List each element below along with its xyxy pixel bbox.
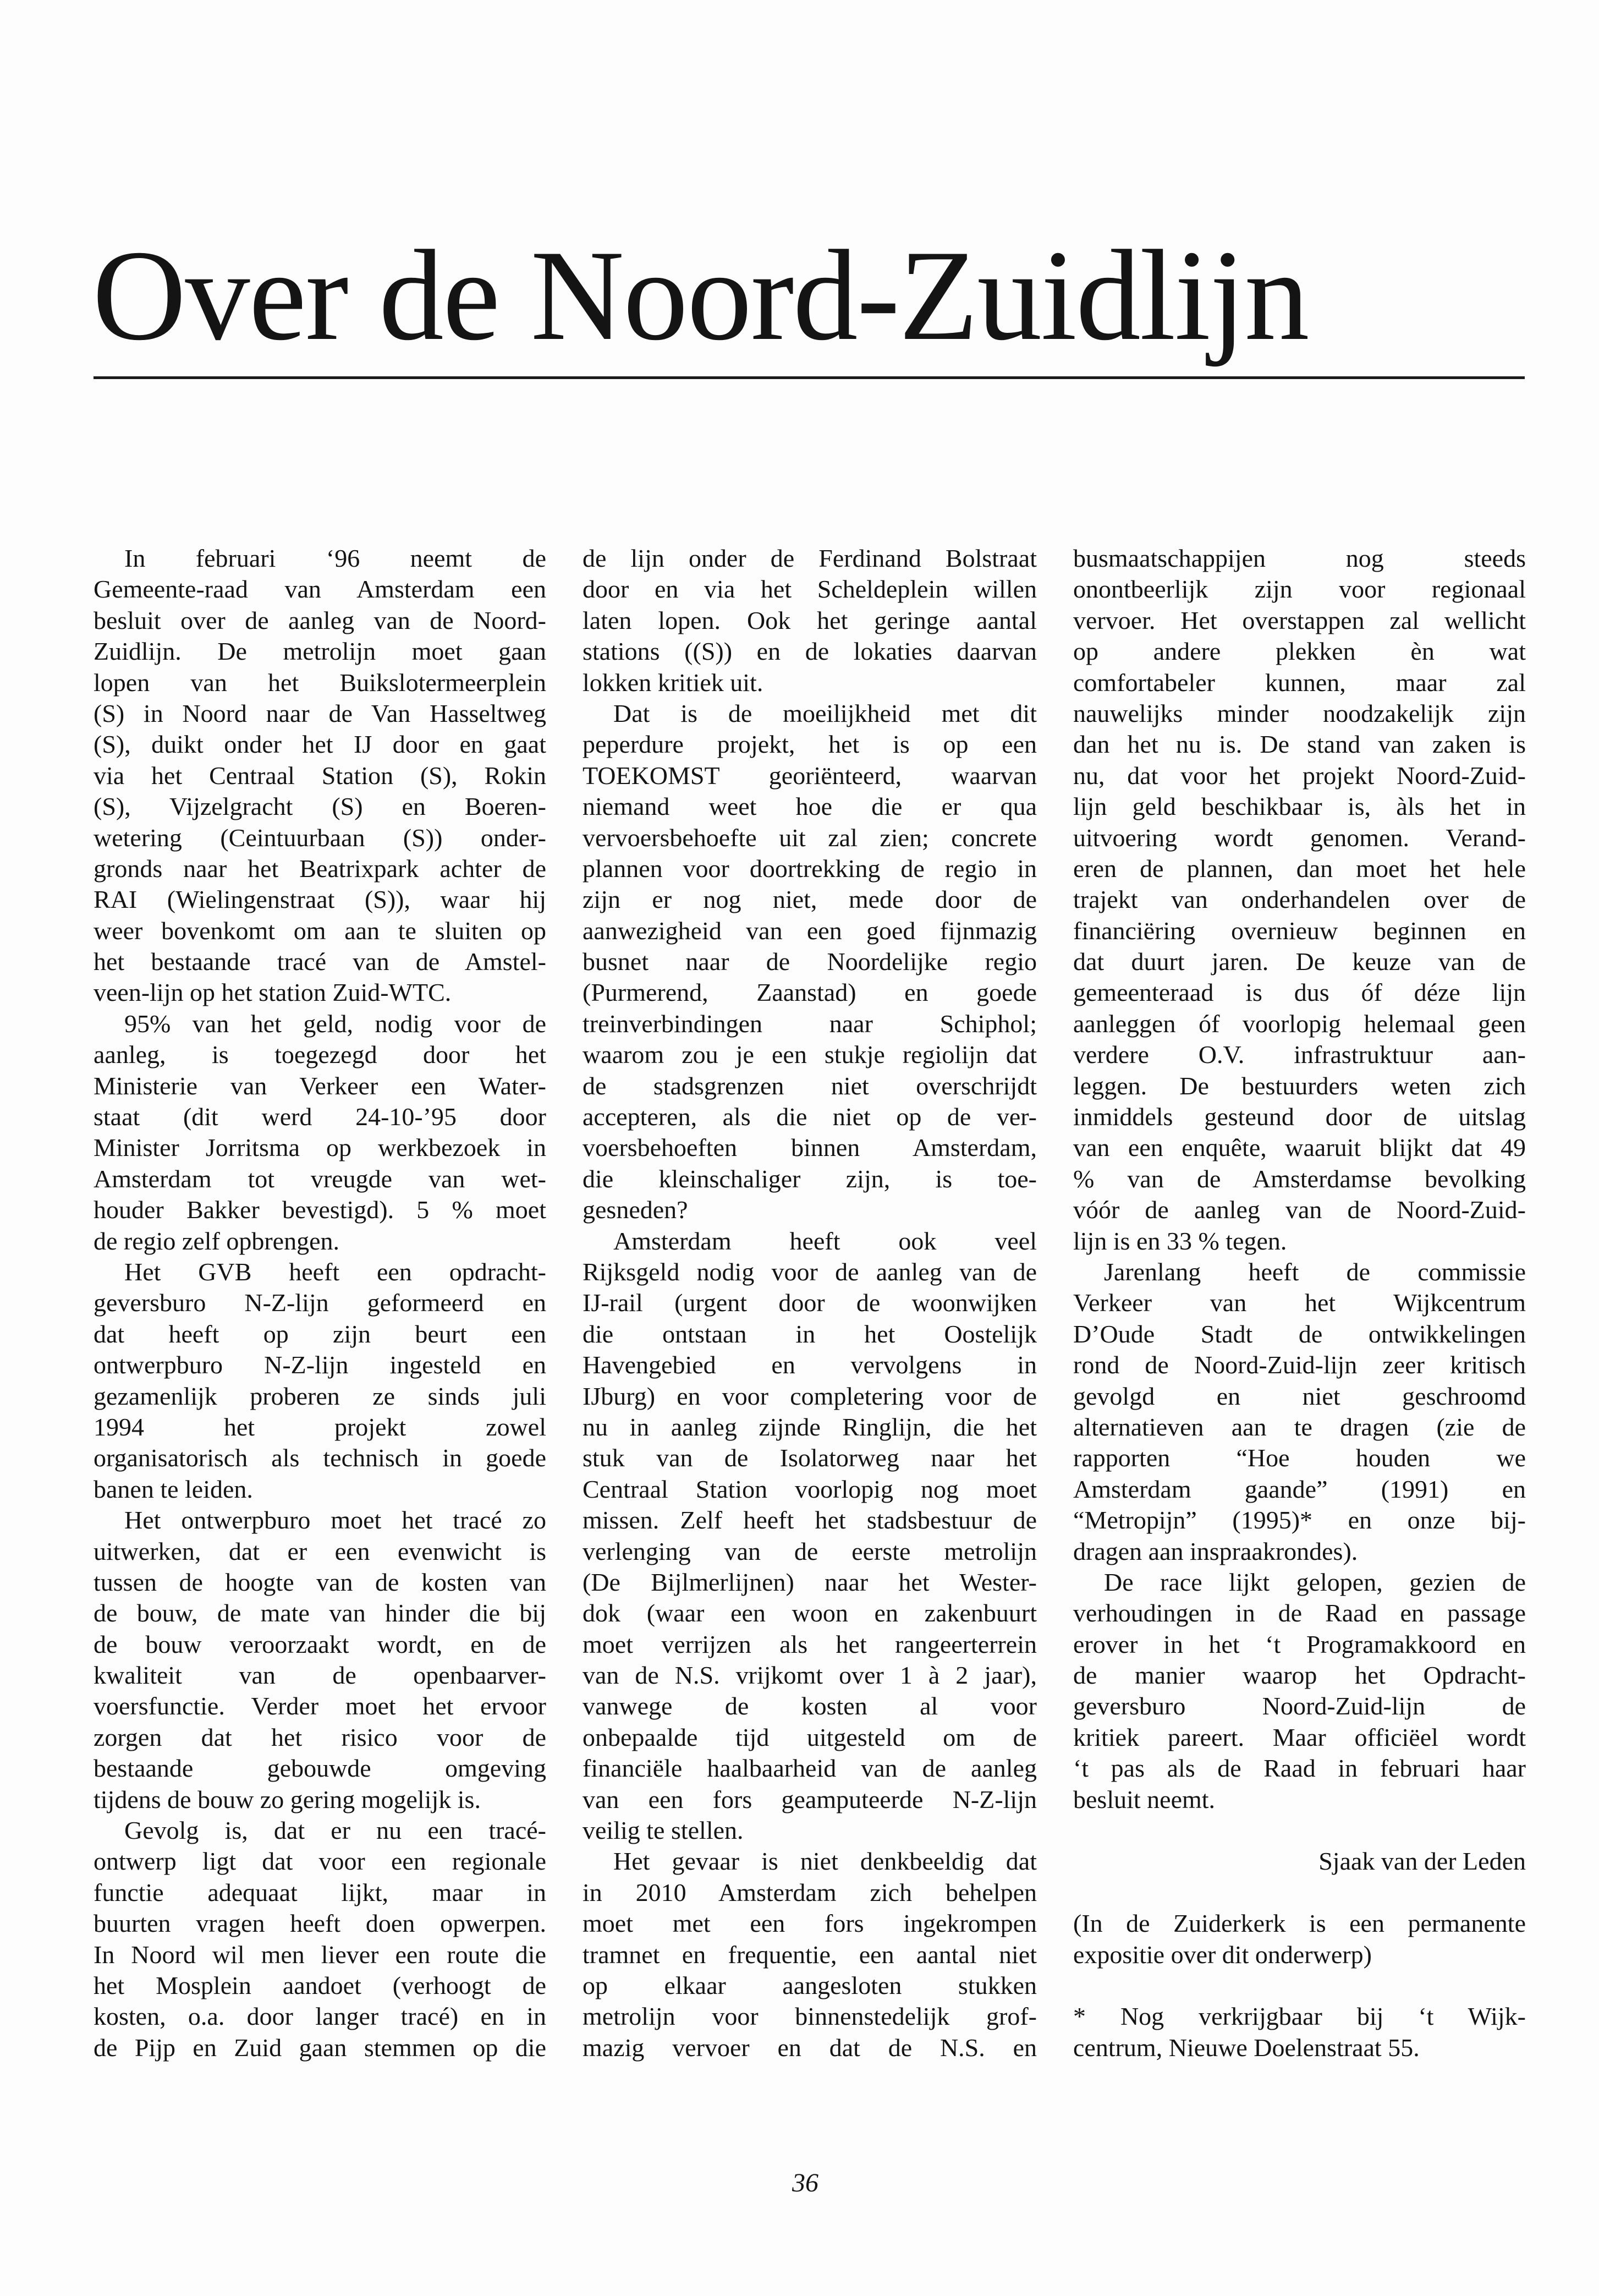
text-line: voersfunctie. Verder moet het ervoor bbox=[94, 1692, 546, 1720]
paragraph bbox=[94, 1815, 546, 2063]
author-signature bbox=[1073, 1846, 1526, 1877]
paragraph-gap bbox=[1073, 1877, 1526, 1908]
text-line: Amsterdam gaande” (1991) en bbox=[1073, 1475, 1526, 1503]
text-line: waarom zou je een stukje regiolijn dat bbox=[583, 1040, 1037, 1069]
text-line: 1994 het projekt zowel bbox=[94, 1412, 546, 1441]
text-line: dragen aan inspraakrondes). bbox=[1073, 1537, 1358, 1565]
text-line: alternatieven aan te dragen (zie de bbox=[1073, 1412, 1526, 1441]
text-line: de manier waarop het Opdracht- bbox=[1073, 1661, 1526, 1690]
text-line: weer bovenkomt om aan te sluiten op bbox=[94, 916, 546, 945]
text-line: aanleg, is toegezegd door het bbox=[94, 1040, 546, 1069]
text-line: houder Bakker bevestigd). 5 % moet bbox=[94, 1196, 546, 1224]
text-line: tijdens de bouw zo gering mogelijk is. bbox=[94, 1785, 481, 1813]
paragraph bbox=[1073, 1257, 1526, 1567]
text-line: De race lijkt gelopen, gezien de bbox=[1104, 1568, 1526, 1596]
text-line: In februari ‘96 neemt de bbox=[124, 544, 546, 572]
text-line: de Pijp en Zuid gaan stemmen op die bbox=[94, 2033, 546, 2062]
text-line: dan het nu is. De stand van zaken is bbox=[1073, 730, 1526, 759]
page-number: 36 bbox=[792, 2168, 818, 2198]
text-line: Het gevaar is niet denkbeeldig dat bbox=[613, 1847, 1037, 1876]
text-line: stations ((S)) en de lokaties daarvan bbox=[583, 637, 1037, 666]
text-line: vanwege de kosten al voor bbox=[583, 1692, 1037, 1720]
text-line: nauwelijks minder noodzakelijk zijn bbox=[1073, 699, 1526, 727]
text-line: Dat is de moeilijkheid met dit bbox=[613, 699, 1037, 727]
text-line: erover in het ‘t Programakkoord en bbox=[1073, 1630, 1526, 1658]
text-line: Ministerie van Verkeer een Water- bbox=[94, 1071, 546, 1100]
text-line: van de N.S. vrijkomt over 1 à 2 jaar), bbox=[583, 1661, 1037, 1690]
text-line: * Nog verkrijgbaar bij ‘t Wijk- bbox=[1073, 2002, 1526, 2031]
text-column-2 bbox=[583, 543, 1037, 2063]
text-line: kosten, o.a. door langer tracé) en in bbox=[94, 2002, 546, 2031]
text-line: trajekt van onderhandelen over de bbox=[1073, 885, 1526, 914]
text-line: peperdure projekt, het is op een bbox=[583, 730, 1037, 759]
text-line: rond de Noord-Zuid-lijn zeer kritisch bbox=[1073, 1351, 1526, 1379]
paragraph bbox=[1073, 1567, 1526, 1815]
text-line: besluit neemt. bbox=[1073, 1785, 1216, 1813]
text-line: buurten vragen heeft doen opwerpen. bbox=[94, 1909, 546, 1938]
text-line: aanleggen óf voorlopig helemaal geen bbox=[1073, 1009, 1526, 1038]
text-line: van een enquête, waaruit blijkt dat 49 bbox=[1073, 1133, 1526, 1162]
text-line: de regio zelf opbrengen. bbox=[94, 1226, 340, 1255]
text-line: tramnet en frequentie, een aantal niet bbox=[583, 1940, 1037, 1969]
text-line: niemand weet hoe die er qua bbox=[583, 792, 1037, 821]
text-line: onontbeerlijk zijn voor regionaal bbox=[1073, 575, 1526, 604]
text-line: van een fors geamputeerde N-Z-lijn bbox=[583, 1785, 1037, 1813]
paragraph bbox=[94, 543, 546, 1009]
text-line: rapporten “Hoe houden we bbox=[1073, 1444, 1526, 1472]
text-line: gezamenlijk proberen ze sinds juli bbox=[94, 1382, 546, 1410]
paragraph bbox=[94, 1009, 546, 1257]
text-line: staat (dit werd 24-10-’95 door bbox=[94, 1103, 546, 1131]
text-line: ‘t pas als de Raad in februari haar bbox=[1073, 1754, 1526, 1783]
title-divider bbox=[94, 376, 1525, 379]
text-line: % van de Amsterdamse bevolking bbox=[1073, 1164, 1526, 1193]
text-line: de lijn onder de Ferdinand Bolstraat bbox=[583, 544, 1037, 572]
text-line: moet verrijzen als het rangeerterrein bbox=[583, 1630, 1037, 1658]
text-line: 95% van het geld, nodig voor de bbox=[124, 1009, 546, 1038]
text-line: banen te leiden. bbox=[94, 1475, 253, 1503]
text-line: de stadsgrenzen niet overschrijdt bbox=[583, 1071, 1037, 1100]
paragraph-gap bbox=[1073, 1815, 1526, 1846]
text-line: via het Centraal Station (S), Rokin bbox=[94, 761, 546, 790]
text-line: comfortabeler kunnen, maar zal bbox=[1073, 668, 1526, 697]
text-line: geversburo Noord-Zuid-lijn de bbox=[1073, 1692, 1526, 1720]
text-line: onbepaalde tijd uitgesteld om de bbox=[583, 1723, 1037, 1751]
text-line: plannen voor doortrekking de regio in bbox=[583, 854, 1037, 883]
text-line: aanwezigheid van een goed fijnmazig bbox=[583, 916, 1037, 945]
text-line: Centraal Station voorlopig nog moet bbox=[583, 1475, 1037, 1503]
text-line: financiëring overnieuw beginnen en bbox=[1073, 916, 1526, 945]
text-line: mazig vervoer en dat de N.S. en bbox=[583, 2033, 1037, 2062]
text-line: expositie over dit onderwerp) bbox=[1073, 1940, 1372, 1969]
text-line: centrum, Nieuwe Doelenstraat 55. bbox=[1073, 2033, 1420, 2062]
text-column-1 bbox=[94, 543, 546, 2063]
text-line: (S) in Noord naar de Van Hasseltweg bbox=[94, 699, 546, 727]
text-line: geversburo N-Z-lijn geformeerd en bbox=[94, 1289, 546, 1317]
text-line: Zuidlijn. De metrolijn moet gaan bbox=[94, 637, 546, 666]
text-line: In Noord wil men liever een route die bbox=[94, 1940, 546, 1969]
text-line: kwaliteit van de openbaarver- bbox=[94, 1661, 546, 1690]
text-line: Sjaak van der Leden bbox=[1318, 1847, 1526, 1876]
text-line: op andere plekken èn wat bbox=[1073, 637, 1526, 666]
article-title: Over de Noord-Zuidlijn bbox=[92, 224, 1309, 368]
text-line: nu, dat voor het projekt Noord-Zuid- bbox=[1073, 761, 1526, 790]
text-line: kritiek pareert. Maar officiëel wordt bbox=[1073, 1723, 1526, 1751]
text-line: gemeenteraad is dus óf déze lijn bbox=[1073, 978, 1526, 1007]
text-line: wetering (Ceintuurbaan (S)) onder- bbox=[94, 823, 546, 852]
text-line: Het GVB heeft een opdracht- bbox=[124, 1257, 546, 1286]
text-line: ontwerpburo N-Z-lijn ingesteld en bbox=[94, 1351, 546, 1379]
text-line: treinverbindingen naar Schiphol; bbox=[583, 1009, 1037, 1038]
text-line: Verkeer van het Wijkcentrum bbox=[1073, 1289, 1526, 1317]
text-line: gesneden? bbox=[583, 1196, 688, 1224]
text-line: eren de plannen, dan moet het hele bbox=[1073, 854, 1526, 883]
text-line: RAI (Wielingenstraat (S)), waar hij bbox=[94, 885, 546, 914]
text-line: lijn is en 33 % tegen. bbox=[1073, 1226, 1287, 1255]
text-line: zorgen dat het risico voor de bbox=[94, 1723, 546, 1751]
text-line: (Purmerend, Zaanstad) en goede bbox=[583, 978, 1037, 1007]
text-line: de bouw veroorzaakt wordt, en de bbox=[94, 1630, 546, 1658]
text-line: het Mosplein aandoet (verhoogt de bbox=[94, 1971, 546, 1999]
text-line: Gemeente-raad van Amsterdam een bbox=[94, 575, 546, 604]
text-line: accepteren, als die niet op de ver- bbox=[583, 1103, 1037, 1131]
text-line: lopen van het Buikslotermeerplein bbox=[94, 668, 546, 697]
text-line: gronds naar het Beatrixpark achter de bbox=[94, 854, 546, 883]
text-line: die kleinschaliger zijn, is toe- bbox=[583, 1164, 1037, 1193]
text-line: busnet naar de Noordelijke regio bbox=[583, 947, 1037, 976]
text-line: moet met een fors ingekrompen bbox=[583, 1909, 1037, 1938]
text-column-3 bbox=[1073, 543, 1526, 2063]
paragraph bbox=[1073, 2001, 1526, 2063]
text-line: (In de Zuiderkerk is een permanente bbox=[1073, 1909, 1526, 1938]
text-line: verdere O.V. infrastruktuur aan- bbox=[1073, 1040, 1526, 1069]
text-line: ontwerp ligt dat voor een regionale bbox=[94, 1847, 546, 1876]
text-line: dok (waar een woon en zakenbuurt bbox=[583, 1599, 1037, 1628]
text-line: zijn er nog niet, mede door de bbox=[583, 885, 1037, 914]
text-line: bestaande gebouwde omgeving bbox=[94, 1754, 546, 1783]
paragraph bbox=[1073, 543, 1526, 1257]
text-line: (De Bijlmerlijnen) naar het Wester- bbox=[583, 1568, 1037, 1596]
paragraph bbox=[583, 1226, 1037, 1846]
paragraph bbox=[583, 543, 1037, 698]
text-line: organisatorisch als technisch in goede bbox=[94, 1444, 546, 1472]
text-line: vervoersbehoefte uit zal zien; concrete bbox=[583, 823, 1037, 852]
text-line: IJburg) en voor completering voor de bbox=[583, 1382, 1037, 1410]
text-line: Jarenlang heeft de commissie bbox=[1104, 1257, 1526, 1286]
text-line: metrolijn voor binnenstedelijk grof- bbox=[583, 2002, 1037, 2031]
text-line: IJ-rail (urgent door de woonwijken bbox=[583, 1289, 1037, 1317]
paragraph-gap bbox=[1073, 1970, 1526, 2001]
text-line: Gevolg is, dat er nu een tracé- bbox=[124, 1816, 546, 1845]
text-line: uitwerken, dat er een evenwicht is bbox=[94, 1537, 546, 1565]
text-line: nu in aanleg zijnde Ringlijn, die het bbox=[583, 1412, 1037, 1441]
text-line: vervoer. Het overstappen zal wellicht bbox=[1073, 606, 1526, 634]
text-line: stuk van de Isolatorweg naar het bbox=[583, 1444, 1037, 1472]
text-line: de bouw, de mate van hinder die bij bbox=[94, 1599, 546, 1628]
text-line: die ontstaan in het Oostelijk bbox=[583, 1319, 1037, 1348]
text-line: “Metropijn” (1995)* en onze bij- bbox=[1073, 1506, 1526, 1535]
text-line: (S), duikt onder het IJ door en gaat bbox=[94, 730, 546, 759]
text-line: besluit over de aanleg van de Noord- bbox=[94, 606, 546, 634]
text-line: Rijksgeld nodig voor de aanleg van de bbox=[583, 1257, 1037, 1286]
text-line: leggen. De bestuurders weten zich bbox=[1073, 1071, 1526, 1100]
paragraph bbox=[94, 1257, 546, 1505]
text-line: dat duurt jaren. De keuze van de bbox=[1073, 947, 1526, 976]
text-line: verlenging van de eerste metrolijn bbox=[583, 1537, 1037, 1565]
text-line: veilig te stellen. bbox=[583, 1816, 744, 1845]
text-line: functie adequaat lijkt, maar in bbox=[94, 1878, 546, 1906]
text-line: lijn geld beschikbaar is, àls het in bbox=[1073, 792, 1526, 821]
text-line: Havengebied en vervolgens in bbox=[583, 1351, 1037, 1379]
text-line: voersbehoeften binnen Amsterdam, bbox=[583, 1133, 1037, 1162]
text-line: vóór de aanleg van de Noord-Zuid- bbox=[1073, 1196, 1526, 1224]
paragraph bbox=[583, 1846, 1037, 2063]
text-line: het bestaande tracé van de Amstel- bbox=[94, 947, 546, 976]
text-line: op elkaar aangesloten stukken bbox=[583, 1971, 1037, 1999]
paragraph bbox=[583, 698, 1037, 1226]
text-line: busmaatschappijen nog steeds bbox=[1073, 544, 1526, 572]
text-line: D’Oude Stadt de ontwikkelingen bbox=[1073, 1319, 1526, 1348]
text-line: uitvoering wordt genomen. Verand- bbox=[1073, 823, 1526, 852]
text-line: inmiddels gesteund door de uitslag bbox=[1073, 1103, 1526, 1131]
text-line: Minister Jorritsma op werkbezoek in bbox=[94, 1133, 546, 1162]
text-line: Amsterdam heeft ook veel bbox=[613, 1226, 1037, 1255]
text-line: laten lopen. Ook het geringe aantal bbox=[583, 606, 1037, 634]
text-line: door en via het Scheldeplein willen bbox=[583, 575, 1037, 604]
text-line: veen-lijn op het station Zuid-WTC. bbox=[94, 978, 452, 1007]
text-line: (S), Vijzelgracht (S) en Boeren- bbox=[94, 792, 546, 821]
text-line: financiële haalbaarheid van de aanleg bbox=[583, 1754, 1037, 1783]
text-line: verhoudingen in de Raad en passage bbox=[1073, 1599, 1526, 1628]
text-line: dat heeft op zijn beurt een bbox=[94, 1319, 546, 1348]
text-line: Amsterdam tot vreugde van wet- bbox=[94, 1164, 546, 1193]
text-line: Het ontwerpburo moet het tracé zo bbox=[124, 1506, 546, 1535]
text-line: TOEKOMST georiënteerd, waarvan bbox=[583, 761, 1037, 790]
text-line: lokken kritiek uit. bbox=[583, 668, 763, 697]
paragraph bbox=[94, 1505, 546, 1815]
text-line: in 2010 Amsterdam zich behelpen bbox=[583, 1878, 1037, 1906]
text-line: gevolgd en niet geschroomd bbox=[1073, 1382, 1526, 1410]
text-line: missen. Zelf heeft het stadsbestuur de bbox=[583, 1506, 1037, 1535]
text-line: tussen de hoogte van de kosten van bbox=[94, 1568, 546, 1596]
paragraph bbox=[1073, 1908, 1526, 1970]
